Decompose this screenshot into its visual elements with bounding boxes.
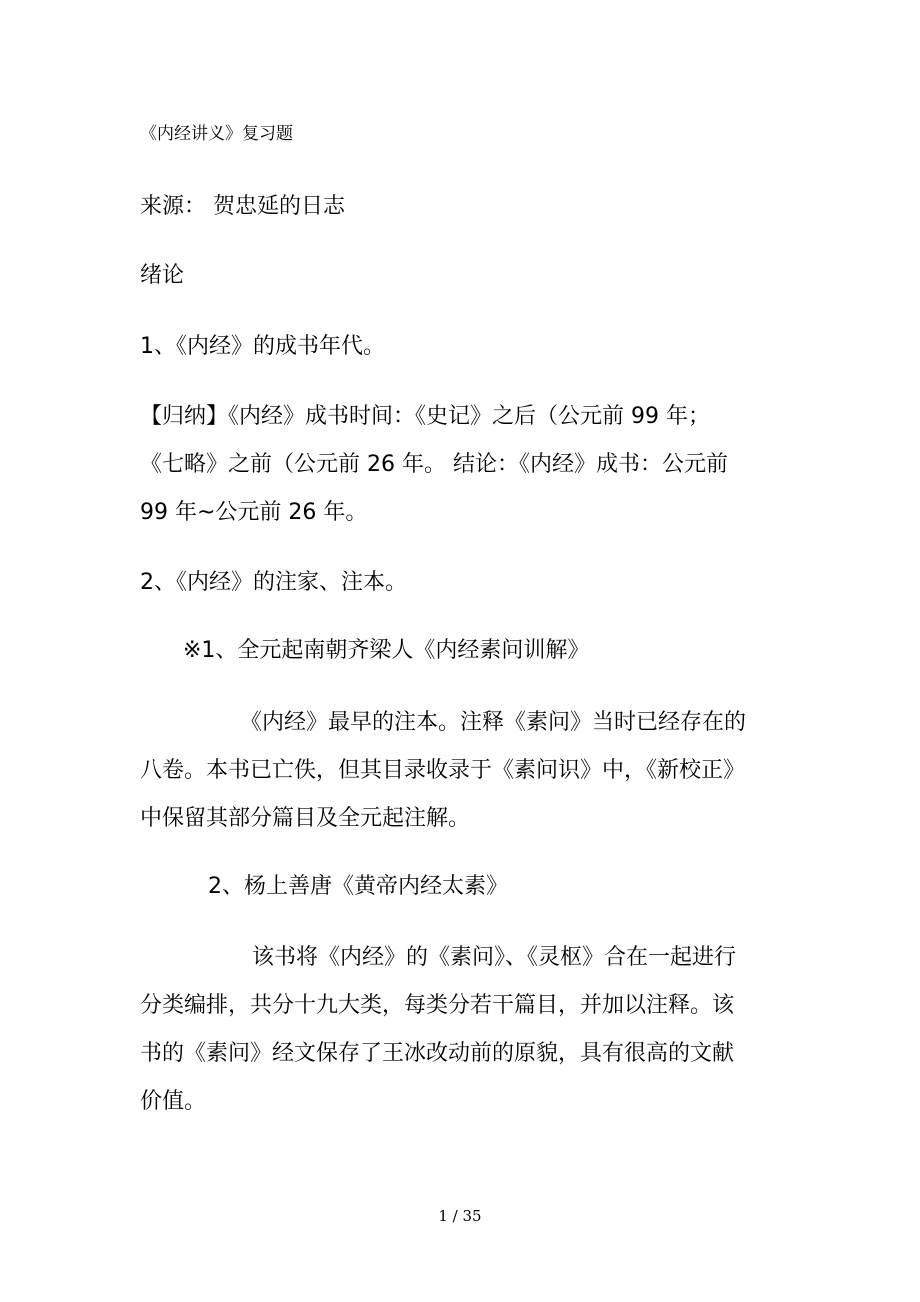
section-heading: 绪论 [140,263,185,288]
document-title: 《内经讲义》复习题 [140,124,293,144]
item-2-heading: 2、杨上善唐《黄帝内经太素》 [208,874,508,899]
page-number: 1 / 35 [438,1207,482,1225]
item-2-body-line: 该书将《内经》的《素问》、《灵枢》合在一起进行 [252,945,737,970]
question-1-answer-line: 【归纳】《内经》成书时间：《史记》之后（公元前 99 年； [140,404,710,429]
item-2-body-line: 书的《素问》经文保存了王冰改动前的原貌，具有很高的文献 [140,1041,735,1066]
question-2-heading: 2、《内经》的注家、注本。 [140,570,407,595]
item-1-body-line: 中保留其部分篇目及全元起注解。 [140,806,471,831]
item-2-body-line: 分类编排，共分十九大类，每类分若干篇目，并加以注释。该 [140,993,735,1018]
item-1-body-line: 《内经》最早的注本。注释《素问》当时已经存在的 [240,710,747,735]
question-1-answer-line: 99 年~公元前 26 年。 [140,500,368,525]
question-1-heading: 1、《内经》的成书年代。 [140,334,385,359]
question-1-answer-line: 《七略》之前（公元前 26 年。 结论：《内经》成书：公元前 [140,452,728,477]
source-line: 来源： 贺忠延的日志 [140,194,345,219]
item-2-body-line: 价值。 [140,1089,207,1114]
item-1-heading: ※1、全元起南朝齐梁人《内经素问训解》 [183,638,590,663]
item-1-body-line: 八卷。本书已亡佚，但其目录收录于《素问识》中，《新校正》 [140,758,746,783]
